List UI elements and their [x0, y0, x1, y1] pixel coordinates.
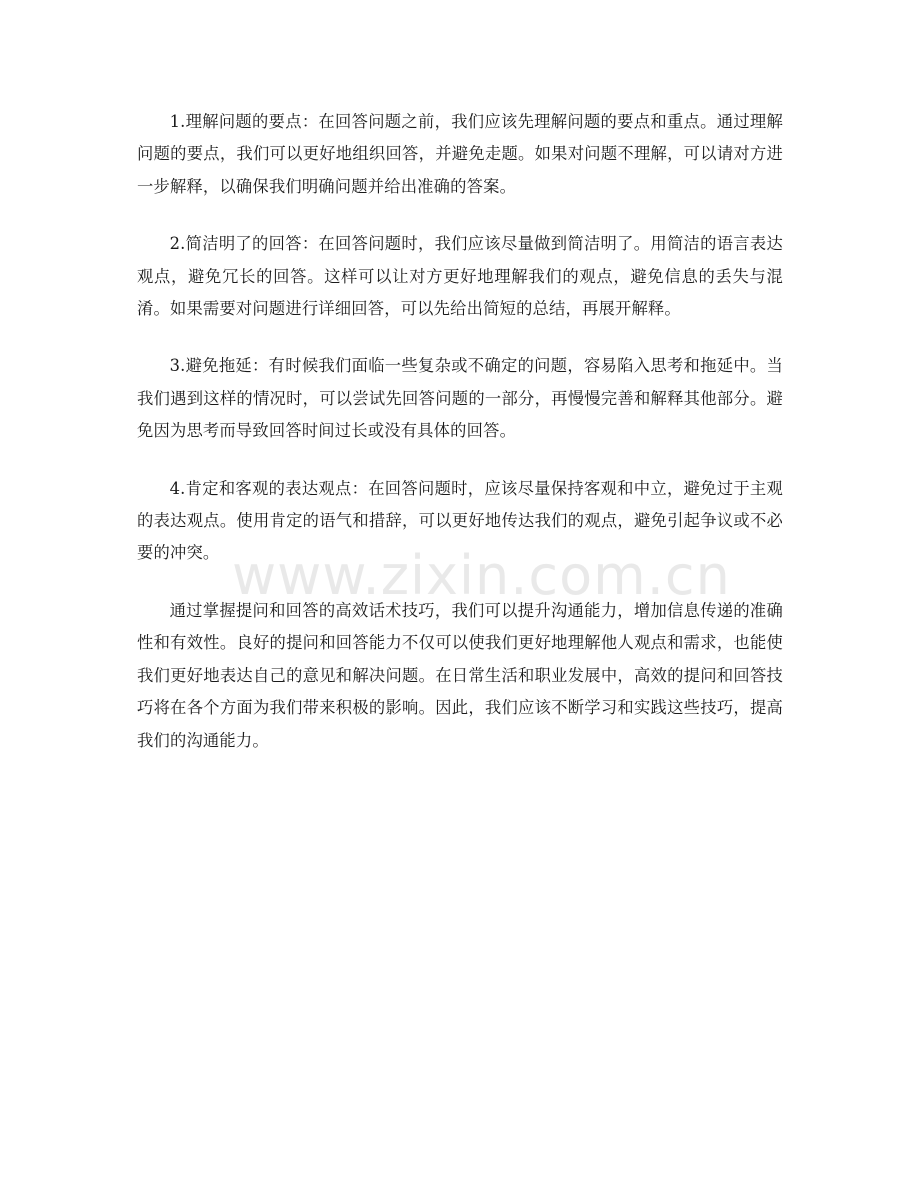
paragraph-affirmative-objective: 4.肯定和客观的表达观点：在回答问题时，应该尽量保持客观和中立，避免过于主观的表达观点。使用肯定的语气和措辞，可以更好地传达我们的观点，避免引起争议或不必要的冲突。 [137, 478, 783, 563]
paragraph-concise-answer: 2.简洁明了的回答：在回答问题时，我们应该尽量做到简洁明了。用简洁的语言表达观点，避免冗长的回答。这样可以让对方更好地理解我们的观点，避免信息的丢失与混淆。如果需要对问题进行详细回答，可以先给出简短的总结，再展开解释。 [137, 234, 783, 319]
paragraph-conclusion: 通过掌握提问和回答的高效话术技巧，我们可以提升沟通能力，增加信息传递的准确性和有效性。良好的提问和回答能力不仅可以使我们更好地理解他人观点和需求，也能使我们更好地表达自己的意见和解决问题。在日常生活和职业发展中，高效的提问和回答技巧将在各个方面为我们带来积极的影响。因此，我们应该不断学习和实践这些技巧，提高我们的沟通能力。 [137, 600, 783, 750]
paragraph-understand-key-points: 1.理解问题的要点：在回答问题之前，我们应该先理解问题的要点和重点。通过理解问题的要点，我们可以更好地组织回答，并避免走题。如果对问题不理解，可以请对方进一步解释，以确保我们明确问题并给出准确的答案。 [137, 112, 783, 196]
watermark: www.zixin.com.cn [232, 544, 731, 607]
paragraph-avoid-delay: 3.避免拖延：有时候我们面临一些复杂或不确定的问题，容易陷入思考和拖延中。当我们遇到这样的情况时，可以尝试先回答问题的一部分，再慢慢完善和解释其他部分。避免因为思考而导致回答时间过长或没有具体的回答。 [137, 356, 783, 441]
document-body [137, 106, 783, 782]
